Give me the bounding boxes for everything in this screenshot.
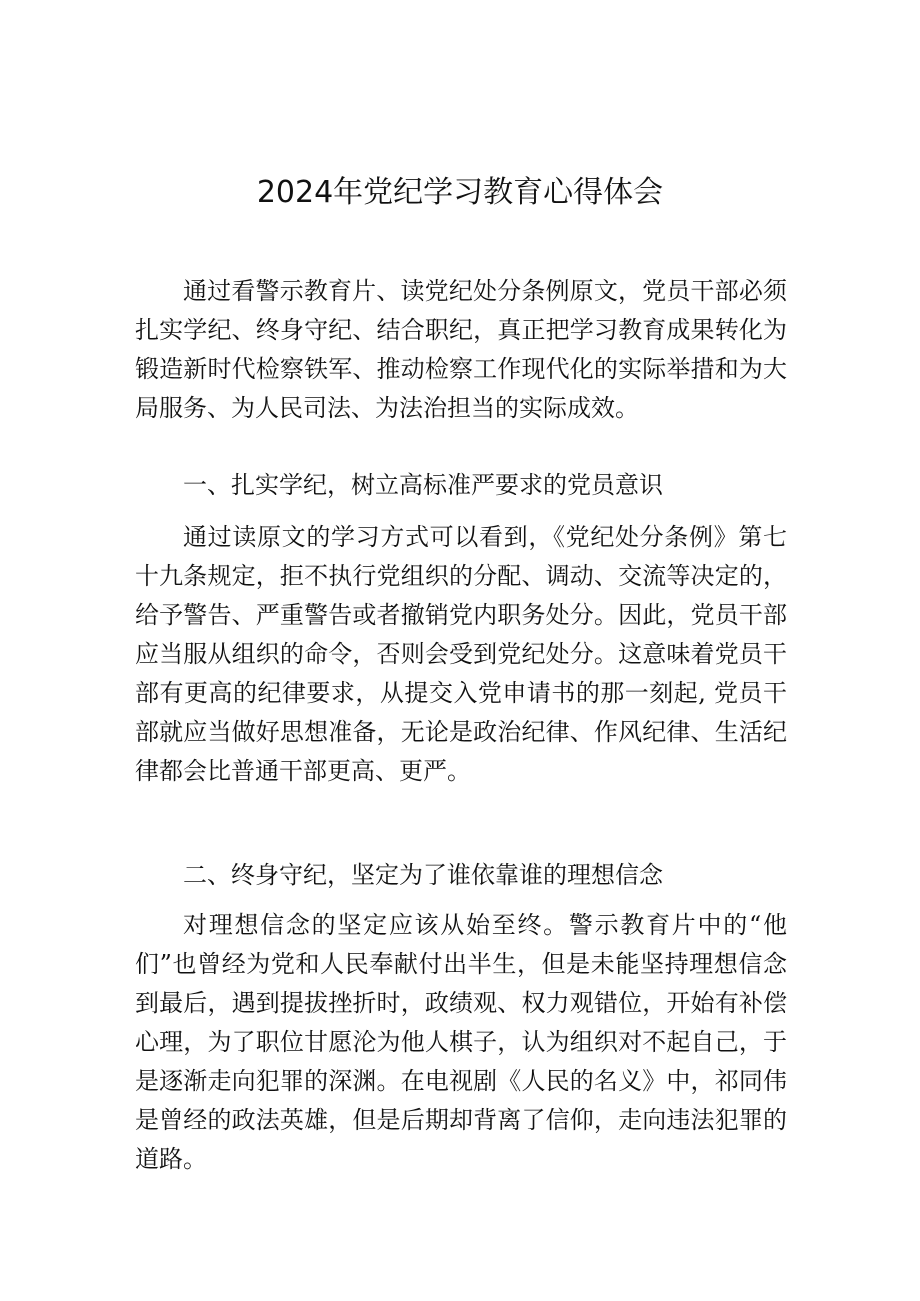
section-2-paragraph: 对理想信念的坚定应该从始至终。警示教育片中的“他们”也曾经为党和人民奉献付出半生，但是未能坚持理想信念到最后，遇到提拔挫折时，政绩观、权力观错位，开始有补偿心理，为了职位甘愿沦为他人棋子，认为组织对不起自己，于是逐渐走向犯罪的深渊。在电视剧《人民的名义》中，祁同伟是曾经的政法英雄，但是后期却背离了信仰，走向违法犯罪的道路。 xyxy=(135,911,787,1173)
section-2-heading: 二、终身守纪，坚定为了谁依靠谁的理想信念 xyxy=(183,861,663,889)
section-1-heading: 一、扎实学纪，树立高标准严要求的党员意识 xyxy=(183,471,663,499)
document-title: 2024年党纪学习教育心得体会 xyxy=(256,175,664,210)
section-1-paragraph: 通过读原文的学习方式可以看到，《党纪处分条例》第七十九条规定，拒不执行党组织的分配、调动、交流等决定的，给予警告、严重警告或者撤销党内职务处分。因此，党员干部应当服从组织的命令，否则会受到党纪处分。这意味着党员干部有更高的纪律要求，从提交入党申请书的那一刻起, 党员干部就应当做好思想准备，无论是政治纪律、作风纪律、生活纪律都会比普通干部更高、更严。 xyxy=(135,523,787,785)
intro-paragraph: 通过看警示教育片、读党纪处分条例原文，党员干部必须扎实学纪、终身守纪、结合职纪，真正把学习教育成果转化为锻造新时代检察铁军、推动检察工作现代化的实际举措和为大局服务、为人民司法、为法治担当的实际成效。 xyxy=(135,277,787,422)
